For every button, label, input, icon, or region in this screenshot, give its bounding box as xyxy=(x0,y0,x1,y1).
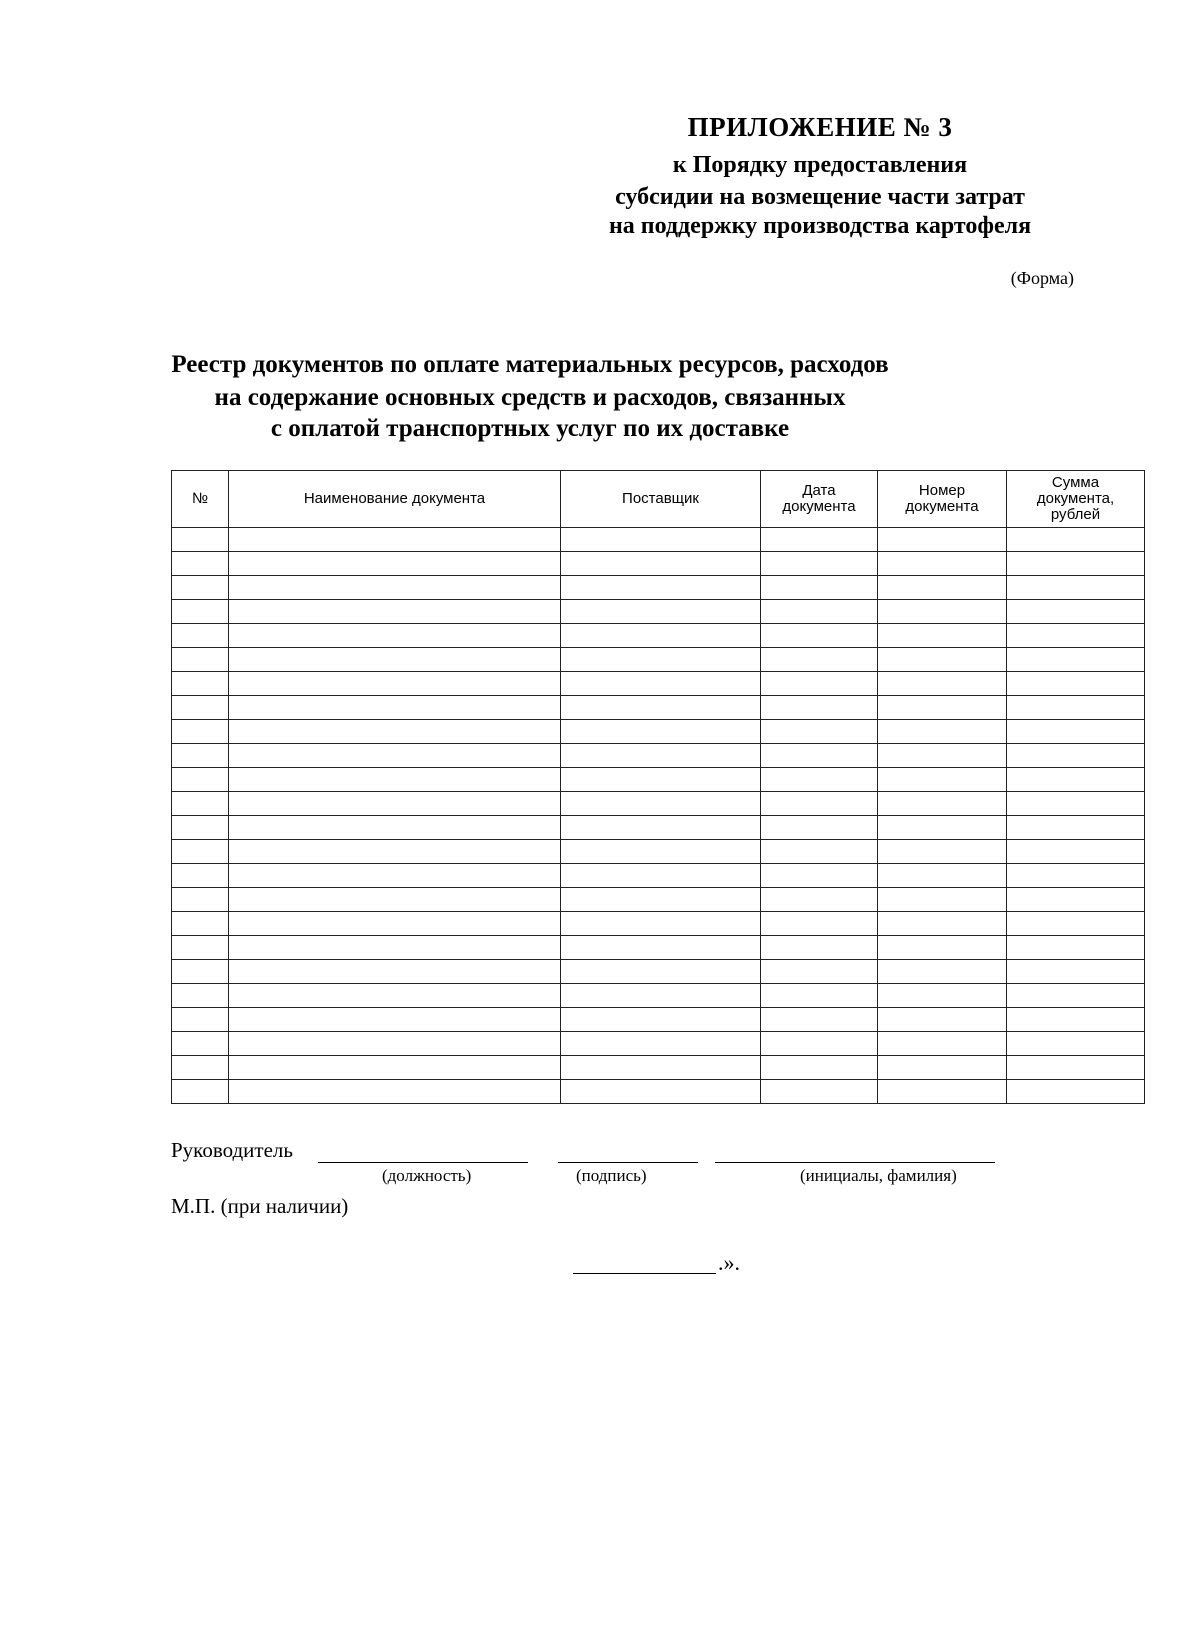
table-row xyxy=(172,960,1145,984)
table-row xyxy=(172,624,1145,648)
table-cell xyxy=(878,984,1007,1008)
table-cell xyxy=(1007,1080,1145,1104)
table-cell xyxy=(1007,1008,1145,1032)
document-title-line: Реестр документов по оплате материальных ресурсов, расходов xyxy=(171,351,889,378)
name-caption: (инициалы, фамилия) xyxy=(800,1166,957,1185)
table-cell xyxy=(1007,840,1145,864)
table-cell xyxy=(1007,792,1145,816)
table-row xyxy=(172,696,1145,720)
table-cell xyxy=(172,624,229,648)
position-line xyxy=(318,1162,528,1163)
table-cell xyxy=(1007,552,1145,576)
table-cell xyxy=(229,840,561,864)
table-cell xyxy=(172,792,229,816)
table-cell xyxy=(761,576,878,600)
table-cell xyxy=(878,672,1007,696)
table-cell xyxy=(1007,648,1145,672)
table-cell xyxy=(1007,912,1145,936)
table-cell xyxy=(229,576,561,600)
table-cell xyxy=(229,888,561,912)
table-cell xyxy=(878,648,1007,672)
table-cell xyxy=(229,624,561,648)
table-cell xyxy=(172,816,229,840)
table-cell xyxy=(878,960,1007,984)
table-cell xyxy=(761,552,878,576)
table-cell xyxy=(761,1080,878,1104)
table-cell xyxy=(172,576,229,600)
table-cell xyxy=(229,1080,561,1104)
table-cell xyxy=(878,720,1007,744)
closing-line xyxy=(573,1273,716,1274)
closing-mark: .». xyxy=(718,1250,740,1275)
table-cell xyxy=(229,1056,561,1080)
table-cell xyxy=(229,792,561,816)
table-cell xyxy=(1007,624,1145,648)
table-cell xyxy=(1007,1056,1145,1080)
table-cell xyxy=(761,912,878,936)
table-cell xyxy=(761,960,878,984)
table-cell xyxy=(761,1008,878,1032)
table-cell xyxy=(761,696,878,720)
column-header-document-date: Дата документа xyxy=(761,471,878,528)
table-cell xyxy=(1007,672,1145,696)
table-cell xyxy=(172,984,229,1008)
table-cell xyxy=(561,600,761,624)
table-cell xyxy=(761,600,878,624)
table-cell xyxy=(878,936,1007,960)
table-cell xyxy=(761,648,878,672)
table-cell xyxy=(761,864,878,888)
table-cell xyxy=(172,912,229,936)
column-header-document-sum: Сумма документа, рублей xyxy=(1007,471,1145,528)
table-cell xyxy=(561,672,761,696)
table-cell xyxy=(172,1008,229,1032)
table-cell xyxy=(172,696,229,720)
table-cell xyxy=(561,528,761,552)
table-cell xyxy=(561,720,761,744)
table-cell xyxy=(761,720,878,744)
table-cell xyxy=(229,936,561,960)
table-cell xyxy=(1007,1032,1145,1056)
registry-body xyxy=(172,528,1145,1104)
appendix-line: к Порядку предоставления xyxy=(672,152,968,178)
table-cell xyxy=(172,840,229,864)
table-row xyxy=(172,984,1145,1008)
table-cell xyxy=(878,1056,1007,1080)
table-cell xyxy=(1007,960,1145,984)
table-cell xyxy=(878,528,1007,552)
column-header-number: № xyxy=(172,471,229,528)
table-cell xyxy=(561,768,761,792)
table-cell xyxy=(761,1032,878,1056)
table-cell xyxy=(878,576,1007,600)
table-cell xyxy=(172,528,229,552)
table-cell xyxy=(761,984,878,1008)
table-row xyxy=(172,864,1145,888)
form-label: (Форма) xyxy=(1010,268,1074,288)
table-cell xyxy=(561,552,761,576)
stamp-label: М.П. (при наличии) xyxy=(171,1194,349,1218)
table-cell xyxy=(878,864,1007,888)
table-cell xyxy=(1007,600,1145,624)
table-row xyxy=(172,744,1145,768)
table-cell xyxy=(761,672,878,696)
table-cell xyxy=(878,1008,1007,1032)
table-cell xyxy=(229,600,561,624)
table-cell xyxy=(1007,696,1145,720)
table-row xyxy=(172,840,1145,864)
table-cell xyxy=(1007,744,1145,768)
table-cell xyxy=(761,744,878,768)
table-cell xyxy=(172,600,229,624)
table-cell xyxy=(229,1032,561,1056)
table-cell xyxy=(229,696,561,720)
table-cell xyxy=(172,936,229,960)
table-cell xyxy=(172,1056,229,1080)
column-header-supplier: Поставщик xyxy=(561,471,761,528)
table-row xyxy=(172,888,1145,912)
table-cell xyxy=(878,888,1007,912)
column-header-document-number: Номер документа xyxy=(878,471,1007,528)
table-cell xyxy=(229,864,561,888)
table-cell xyxy=(172,648,229,672)
table-cell xyxy=(761,816,878,840)
signature-line xyxy=(558,1162,698,1163)
table-cell xyxy=(561,984,761,1008)
table-cell xyxy=(172,1032,229,1056)
appendix-title: ПРИЛОЖЕНИЕ № 3 xyxy=(687,112,953,142)
table-cell xyxy=(229,672,561,696)
table-row xyxy=(172,672,1145,696)
table-cell xyxy=(229,768,561,792)
table-cell xyxy=(761,840,878,864)
table-cell xyxy=(1007,888,1145,912)
table-cell xyxy=(878,696,1007,720)
table-cell xyxy=(878,768,1007,792)
table-cell xyxy=(878,840,1007,864)
table-cell xyxy=(561,1056,761,1080)
table-cell xyxy=(561,840,761,864)
table-row xyxy=(172,600,1145,624)
column-header-document-name: Наименование документа xyxy=(229,471,561,528)
table-cell xyxy=(229,720,561,744)
document-title-line: на содержание основных средств и расходов, связанных xyxy=(214,384,846,411)
table-cell xyxy=(561,792,761,816)
table-cell xyxy=(878,1032,1007,1056)
table-cell xyxy=(229,816,561,840)
table-cell xyxy=(761,936,878,960)
table-cell xyxy=(878,744,1007,768)
table-cell xyxy=(229,552,561,576)
table-cell xyxy=(229,984,561,1008)
appendix-line: субсидии на возмещение части затрат xyxy=(615,184,1025,210)
appendix-line: на поддержку производства картофеля xyxy=(608,213,1032,239)
table-cell xyxy=(229,648,561,672)
table-cell xyxy=(172,864,229,888)
table-row xyxy=(172,576,1145,600)
table-row xyxy=(172,720,1145,744)
table-cell xyxy=(878,600,1007,624)
table-cell xyxy=(229,744,561,768)
table-cell xyxy=(229,1008,561,1032)
table-cell xyxy=(761,888,878,912)
table-cell xyxy=(878,912,1007,936)
table-cell xyxy=(1007,984,1145,1008)
table-cell xyxy=(172,888,229,912)
table-header-row xyxy=(172,471,1145,528)
table-cell xyxy=(561,912,761,936)
table-cell xyxy=(561,624,761,648)
table-cell xyxy=(172,744,229,768)
table-row xyxy=(172,1056,1145,1080)
head-label: Руководитель xyxy=(171,1138,293,1162)
table-row xyxy=(172,1032,1145,1056)
registry-table xyxy=(171,470,1145,1104)
table-cell xyxy=(1007,768,1145,792)
table-cell xyxy=(561,816,761,840)
table-cell xyxy=(561,960,761,984)
table-cell xyxy=(229,960,561,984)
table-cell xyxy=(172,768,229,792)
table-cell xyxy=(878,816,1007,840)
table-cell xyxy=(172,672,229,696)
table-cell xyxy=(1007,936,1145,960)
table-row xyxy=(172,912,1145,936)
name-line xyxy=(715,1162,995,1163)
table-cell xyxy=(878,624,1007,648)
table-cell xyxy=(761,624,878,648)
table-cell xyxy=(878,552,1007,576)
table-cell xyxy=(229,528,561,552)
table-cell xyxy=(878,792,1007,816)
table-row xyxy=(172,1008,1145,1032)
table-cell xyxy=(561,696,761,720)
table-row xyxy=(172,528,1145,552)
table-cell xyxy=(1007,816,1145,840)
table-cell xyxy=(761,528,878,552)
document-title-line: с оплатой транспортных услуг по их доставке xyxy=(270,415,790,442)
table-cell xyxy=(172,552,229,576)
table-cell xyxy=(561,864,761,888)
table-cell xyxy=(761,768,878,792)
table-cell xyxy=(1007,864,1145,888)
signature-caption: (подпись) xyxy=(576,1166,647,1185)
table-cell xyxy=(561,936,761,960)
table-row xyxy=(172,816,1145,840)
table-row xyxy=(172,936,1145,960)
table-row xyxy=(172,648,1145,672)
position-caption: (должность) xyxy=(382,1166,472,1185)
table-cell xyxy=(561,1008,761,1032)
table-cell xyxy=(761,792,878,816)
table-cell xyxy=(1007,720,1145,744)
table-cell xyxy=(1007,576,1145,600)
table-row xyxy=(172,792,1145,816)
table-cell xyxy=(229,912,561,936)
table-row xyxy=(172,1080,1145,1104)
table-cell xyxy=(878,1080,1007,1104)
table-row xyxy=(172,768,1145,792)
table-cell xyxy=(561,744,761,768)
table-cell xyxy=(761,1056,878,1080)
table-cell xyxy=(561,648,761,672)
table-cell xyxy=(561,888,761,912)
table-cell xyxy=(172,720,229,744)
table-cell xyxy=(172,1080,229,1104)
table-row xyxy=(172,552,1145,576)
table-cell xyxy=(561,1080,761,1104)
table-cell xyxy=(1007,528,1145,552)
table-cell xyxy=(561,1032,761,1056)
table-cell xyxy=(561,576,761,600)
table-cell xyxy=(172,960,229,984)
